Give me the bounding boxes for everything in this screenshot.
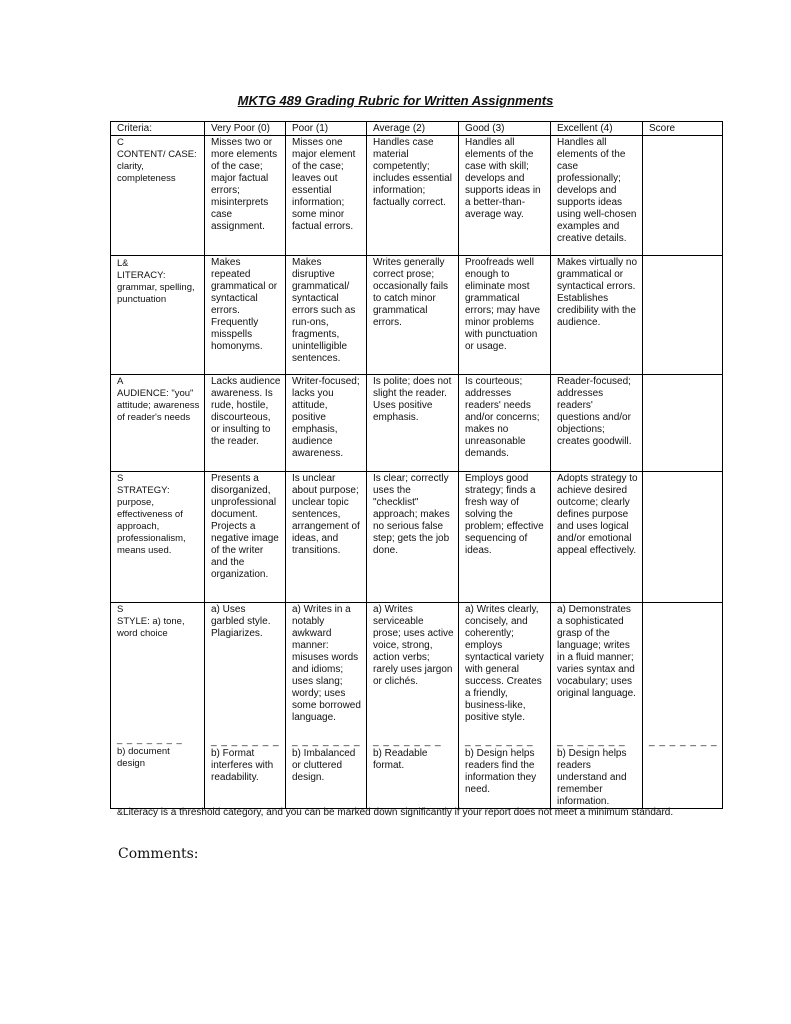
cell-excellent-b: b) Design helps readers understand and remember information. bbox=[557, 748, 627, 807]
criteria-letter: A bbox=[117, 376, 124, 387]
cell-average: Is clear; correctly uses the "checklist" approach; makes no serious false step; gets the job done. bbox=[367, 472, 459, 603]
separator-dash: _ _ _ _ _ _ _ bbox=[557, 736, 626, 747]
cell-average-b: b) Readable format. bbox=[373, 748, 428, 771]
criteria-letter: S bbox=[117, 473, 124, 484]
cell-excellent-a: a) Demonstrates a sophisticated grasp of the language; writes in a fluid manner; varies syntax and vocabulary; uses original language. bbox=[557, 604, 636, 699]
cell-average bbox=[367, 603, 459, 809]
cell-average-a: a) Writes serviceable prose; uses active voice, strong, action verbs; rarely uses jargon or clichés. bbox=[373, 604, 454, 687]
cell-very-poor bbox=[205, 603, 286, 809]
cell-good: Is courteous; addresses readers' needs and/or concerns; makes no unreasonable demands. bbox=[459, 375, 551, 472]
criteria-label: LITERACY: grammar, spelling, punctuation bbox=[117, 270, 195, 305]
cell-good-a: a) Writes clearly, concisely, and coherently; employs syntactical variety with general success. Creates a friendly, business-like, positive style. bbox=[465, 604, 544, 723]
cell-good: Handles all elements of the case with skill; develops and supports ideas in a better-than-average way. bbox=[459, 136, 551, 256]
cell-average: Writes generally correct prose; occasionally fails to catch minor grammatical errors. bbox=[367, 256, 459, 375]
cell-excellent: Makes virtually no grammatical or syntactical errors. Establishes credibility with the audience. bbox=[551, 256, 643, 375]
criteria-label: AUDIENCE: "you" attitude; awareness of reader's needs bbox=[117, 388, 200, 423]
header-criteria: Criteria: bbox=[111, 122, 205, 136]
header-average: Average (2) bbox=[367, 122, 459, 136]
cell-poor: Makes disruptive grammatical/ syntactical errors such as run-ons, fragments, unintelligible sentences. bbox=[286, 256, 367, 375]
separator-dash: _ _ _ _ _ _ _ bbox=[292, 736, 361, 747]
cell-excellent: Reader-focused; addresses readers' questions and/or objections; creates goodwill. bbox=[551, 375, 643, 472]
cell-good-b: b) Design helps readers find the information they need. bbox=[465, 748, 537, 795]
cell-good bbox=[459, 603, 551, 809]
table-row bbox=[111, 375, 723, 472]
cell-very-poor-a: a) Uses garbled style. Plagiarizes. bbox=[211, 604, 271, 639]
cell-good: Employs good strategy; finds a fresh way of solving the problem; effective sequencing of ideas. bbox=[459, 472, 551, 603]
criteria-cell bbox=[111, 603, 205, 809]
cell-very-poor-b: b) Format interferes with readability. bbox=[211, 748, 274, 783]
criteria-letter: L bbox=[117, 258, 123, 269]
score-cell bbox=[643, 472, 723, 603]
criteria-letter: C bbox=[117, 137, 124, 148]
comments-label: Comments: bbox=[118, 846, 199, 862]
criteria-cell bbox=[111, 256, 205, 375]
criteria-cell bbox=[111, 136, 205, 256]
criteria-letter: S bbox=[117, 604, 124, 615]
cell-average: Handles case material competently; includes essential information; factually correct. bbox=[367, 136, 459, 256]
cell-excellent: Adopts strategy to achieve desired outcome; clearly defines purpose and uses logical and/or emotional appeal effectively. bbox=[551, 472, 643, 603]
separator-dash: _ _ _ _ _ _ _ bbox=[465, 736, 534, 747]
cell-excellent bbox=[551, 603, 643, 809]
header-excellent: Excellent (4) bbox=[551, 122, 643, 136]
table-header-row bbox=[111, 122, 723, 136]
table-row bbox=[111, 603, 723, 809]
sub-criteria-label: b) document design bbox=[117, 746, 170, 769]
separator-dash: _ _ _ _ _ _ _ bbox=[117, 734, 183, 745]
separator-dash: _ _ _ _ _ _ _ bbox=[211, 736, 280, 747]
cell-poor bbox=[286, 603, 367, 809]
cell-good: Proofreads well enough to eliminate most grammatical errors; may have minor problems with punctuation or usage. bbox=[459, 256, 551, 375]
table-row bbox=[111, 256, 723, 375]
score-cell bbox=[643, 136, 723, 256]
header-score: Score bbox=[643, 122, 723, 136]
separator-dash: _ _ _ _ _ _ _ bbox=[373, 736, 442, 747]
literacy-symbol-icon: & bbox=[117, 807, 124, 817]
score-cell bbox=[643, 603, 723, 809]
cell-poor: Is unclear about purpose; unclear topic sentences, arrangement of ideas, and transitions. bbox=[286, 472, 367, 603]
cell-poor: Writer-focused; lacks you attitude, positive emphasis, audience awareness. bbox=[286, 375, 367, 472]
cell-poor-b: b) Imbalanced or cluttered design. bbox=[292, 748, 356, 783]
cell-excellent: Handles all elements of the case professionally; develops and supports ideas using well-chosen examples and creative details. bbox=[551, 136, 643, 256]
header-good: Good (3) bbox=[459, 122, 551, 136]
cell-very-poor: Makes repeated grammatical or syntactical errors. Frequently misspells homonyms. bbox=[205, 256, 286, 375]
cell-very-poor: Misses two or more elements of the case; major factual errors; misinterprets case assignment. bbox=[205, 136, 286, 256]
criteria-label: STRATEGY: purpose, effectiveness of approach, professionalism, means used. bbox=[117, 485, 186, 556]
cell-average: Is polite; does not slight the reader. Uses positive emphasis. bbox=[367, 375, 459, 472]
score-cell bbox=[643, 256, 723, 375]
cell-very-poor: Presents a disorganized, unprofessional document. Projects a negative image of the writer and the organization. bbox=[205, 472, 286, 603]
header-poor: Poor (1) bbox=[286, 122, 367, 136]
cell-poor: Misses one major element of the case; leaves out essential information; some minor factual errors. bbox=[286, 136, 367, 256]
criteria-cell bbox=[111, 375, 205, 472]
criteria-label: CONTENT/ CASE: clarity, completeness bbox=[117, 149, 197, 184]
cell-very-poor: Lacks audience awareness. Is rude, hostile, discourteous, or insulting to the reader. bbox=[205, 375, 286, 472]
footnote bbox=[117, 806, 697, 819]
footnote-text: Literacy is a threshold category, and you can be marked down significantly if your report does not meet a minimum standard. bbox=[123, 807, 674, 818]
header-very-poor: Very Poor (0) bbox=[205, 122, 286, 136]
criteria-cell bbox=[111, 472, 205, 603]
rubric-table bbox=[110, 121, 723, 809]
table-row bbox=[111, 472, 723, 603]
table-row bbox=[111, 136, 723, 256]
literacy-symbol-icon: & bbox=[122, 258, 129, 268]
cell-poor-a: a) Writes in a notably awkward manner: misuses words and idioms; uses slang; wordy; uses some borrowed language. bbox=[292, 604, 361, 723]
separator-dash: _ _ _ _ _ _ _ bbox=[649, 736, 718, 747]
score-cell bbox=[643, 375, 723, 472]
page-title: MKTG 489 Grading Rubric for Written Assignments bbox=[237, 93, 554, 108]
criteria-label: STYLE: a) tone, word choice bbox=[117, 616, 185, 639]
